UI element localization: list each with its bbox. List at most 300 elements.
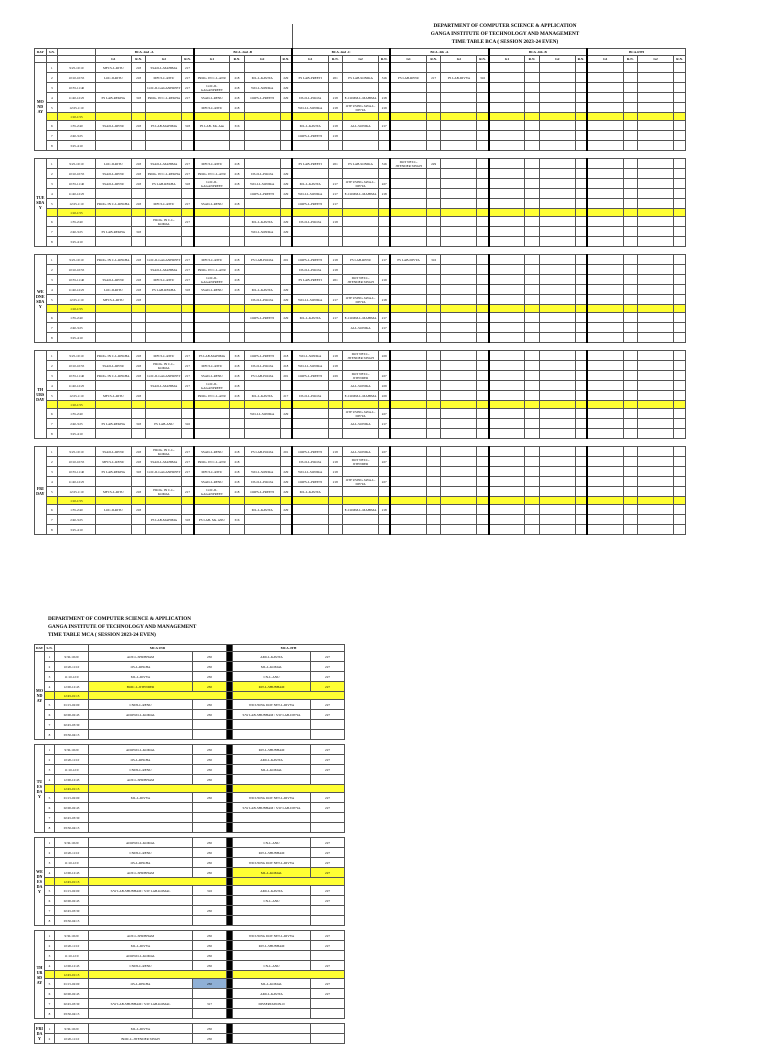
class-cell — [426, 305, 440, 313]
class-cell: 229 — [280, 227, 292, 237]
slot-number: 8 — [46, 525, 58, 535]
class-cell — [638, 391, 674, 401]
class-cell: 218 — [230, 265, 244, 275]
class-cell — [194, 429, 230, 439]
day-spacer — [35, 439, 686, 447]
table-row — [35, 793, 345, 803]
class-cell — [95, 313, 131, 323]
slot-number — [46, 113, 58, 121]
class-cell — [244, 121, 280, 131]
class-cell — [539, 131, 575, 141]
mca2-subject: S/W LAB-SHUBHAM / S/W LAB-KOMAL — [89, 999, 193, 1009]
mca4-room: 227 — [311, 710, 345, 720]
class-cell — [539, 189, 575, 199]
mca4-room: 227 — [311, 803, 345, 813]
slot-number: 3 — [45, 858, 55, 868]
class-cell: LOC-II-GAGANPREET — [194, 83, 230, 93]
class-cell: WD-LL-SONIKA — [244, 179, 280, 189]
slot-time: 10:20-11:10 — [55, 755, 89, 765]
class-cell: PS LAB-ANU — [146, 419, 182, 429]
col-day-header: DAY — [35, 49, 47, 56]
class-cell — [146, 401, 182, 409]
class-cell — [441, 333, 477, 343]
class-cell — [426, 237, 440, 247]
day-spacer — [35, 343, 686, 351]
class-cell — [587, 63, 623, 73]
class-cell — [426, 497, 440, 505]
class-cell — [623, 409, 637, 419]
class-cell: 218 — [379, 295, 391, 305]
mca2-subject: ML-L-DIVYA — [89, 1024, 193, 1034]
class-cell: 218 — [230, 487, 244, 497]
class-cell: 218 — [230, 457, 244, 467]
mca4-subject — [233, 1034, 311, 1044]
class-cell: 229 — [280, 505, 292, 515]
class-cell — [575, 93, 587, 103]
class-cell — [328, 497, 342, 505]
class-cell — [638, 295, 674, 305]
class-cell: 229 — [280, 295, 292, 305]
mca4-subject — [233, 1024, 311, 1034]
slot-time: 10:20-11:10 — [55, 848, 89, 858]
class-cell — [280, 113, 292, 121]
class-cell — [477, 333, 489, 343]
class-cell: 218 — [230, 361, 244, 371]
mca4-room — [311, 1009, 345, 1019]
class-cell — [638, 73, 674, 83]
mca2-subject: ML-L-DIVYA — [89, 793, 193, 803]
class-cell — [587, 73, 623, 83]
class-cell — [244, 265, 280, 275]
slot-time: 10:10-10:55 — [58, 73, 96, 83]
class-cell — [131, 381, 145, 391]
class-cell — [280, 381, 292, 391]
class-cell — [379, 525, 391, 535]
mca2-room: 230 — [193, 961, 227, 971]
class-cell — [539, 295, 575, 305]
mca2-subject: CNDS-L-RENU — [89, 700, 193, 710]
table-row — [35, 652, 345, 662]
class-cell — [441, 409, 477, 419]
class-cell — [489, 131, 525, 141]
class-cell — [441, 515, 477, 525]
sub-header: R.N. — [575, 56, 587, 63]
slot-time: 3:25-4:10 — [58, 237, 96, 247]
class-cell — [587, 295, 623, 305]
slot-number: 6 — [46, 121, 58, 131]
class-cell: 218 — [230, 159, 244, 169]
class-cell — [489, 237, 525, 247]
slot-time: 02:00-02:45 — [55, 896, 89, 906]
slot-number: 1 — [46, 351, 58, 361]
class-cell — [477, 63, 489, 73]
class-cell — [587, 141, 623, 151]
class-cell: 217 — [182, 381, 194, 391]
class-cell — [539, 237, 575, 247]
slot-time: 02:45-03:30 — [55, 720, 89, 730]
class-cell — [477, 237, 489, 247]
mca2-subject: CNDS-L-RENU — [89, 765, 193, 775]
day-spacer — [35, 247, 686, 255]
class-cell — [328, 209, 342, 217]
class-cell — [575, 447, 587, 457]
class-cell: OOPS-L-PREETI — [244, 189, 280, 199]
mca4-room — [311, 916, 345, 926]
class-cell — [194, 131, 230, 141]
class-cell — [638, 285, 674, 295]
class-cell — [587, 83, 623, 93]
class-cell — [244, 419, 280, 429]
slot-time: 10:10-10:55 — [58, 169, 96, 179]
class-cell — [343, 227, 379, 237]
class-cell — [379, 305, 391, 313]
class-cell — [390, 515, 426, 525]
class-cell — [146, 323, 182, 333]
class-cell: SSAD-L-RENU — [95, 275, 131, 285]
mca2-room: 230 — [193, 941, 227, 951]
class-cell — [539, 179, 575, 189]
class-cell: 218 — [328, 447, 342, 457]
class-cell — [146, 113, 182, 121]
class-cell — [390, 265, 426, 275]
mca2-room: 230 — [193, 906, 227, 916]
class-cell — [292, 141, 328, 151]
class-cell — [441, 505, 477, 515]
slot-time: 9:30-10:20 — [55, 838, 89, 848]
class-cell — [623, 371, 637, 381]
class-cell — [525, 477, 539, 487]
mca2-room: 230 — [193, 793, 227, 803]
class-cell — [638, 63, 674, 73]
mca4-room: 227 — [311, 745, 345, 755]
class-cell — [575, 265, 587, 275]
day-label: WEDNESDAY — [35, 838, 45, 926]
class-cell — [539, 361, 575, 371]
class-cell: MFCS-L-RITU — [194, 103, 230, 113]
class-cell: 218 — [230, 275, 244, 285]
bca-left-divider — [292, 24, 293, 50]
class-cell — [623, 265, 637, 275]
class-cell — [390, 467, 426, 477]
class-cell — [328, 323, 342, 333]
class-cell — [477, 209, 489, 217]
class-cell — [426, 83, 440, 93]
slot-number — [45, 692, 55, 700]
class-cell: 318 — [131, 93, 145, 103]
class-cell: PS LAB-MAHIMA — [146, 515, 182, 525]
class-cell — [587, 189, 623, 199]
class-cell: 217 — [328, 313, 342, 323]
class-cell — [390, 141, 426, 151]
class-cell — [477, 515, 489, 525]
class-cell — [489, 525, 525, 535]
class-cell: 218 — [131, 391, 145, 401]
class-cell — [489, 305, 525, 313]
mca4-subject: DISSERTATION-II — [233, 999, 311, 1009]
class-cell — [489, 227, 525, 237]
class-cell — [638, 505, 674, 515]
class-cell: AI-L-SONIKA — [343, 381, 379, 391]
class-cell: 218 — [230, 371, 244, 381]
class-cell — [292, 505, 328, 515]
class-cell — [587, 323, 623, 333]
class-cell — [441, 305, 477, 313]
class-cell — [343, 467, 379, 477]
class-cell — [244, 333, 280, 343]
class-cell: MFCS-L-RITU — [194, 467, 230, 477]
class-cell — [426, 179, 440, 189]
mca2-room — [193, 803, 227, 813]
class-cell — [638, 189, 674, 199]
class-cell — [489, 121, 525, 131]
class-cell: 318 — [131, 227, 145, 237]
class-cell — [489, 333, 525, 343]
class-cell — [343, 361, 379, 371]
class-cell — [638, 419, 674, 429]
class-cell: 217 — [182, 371, 194, 381]
class-cell: OOPS-L-PREETI — [292, 477, 328, 487]
class-cell — [390, 209, 426, 217]
table-row — [35, 275, 686, 285]
class-cell — [441, 83, 477, 93]
class-cell — [587, 457, 623, 467]
sub-header: G2 — [146, 56, 182, 63]
class-cell: DOT NET-L-JITENDER SINGH — [343, 275, 379, 285]
class-cell — [131, 429, 145, 439]
class-cell — [638, 237, 674, 247]
table-row — [35, 710, 345, 720]
class-cell — [390, 121, 426, 131]
class-cell — [587, 497, 623, 505]
class-cell: PS LAB-DIVYA — [441, 73, 477, 83]
class-cell — [638, 429, 674, 439]
mca4-subject: ML-L-KOMAL — [233, 979, 311, 989]
table-row — [35, 63, 686, 73]
class-cell — [477, 457, 489, 467]
class-cell: 218 — [379, 93, 391, 103]
class-cell — [182, 429, 194, 439]
mca2-room: 230 — [193, 1024, 227, 1034]
slot-time: 3:25-4:10 — [58, 525, 96, 535]
class-cell: 218 — [328, 103, 342, 113]
mca2-room: 230 — [193, 652, 227, 662]
class-cell — [95, 401, 131, 409]
bca-header-line-2: GANGA INSTITUTE OF TECHNOLOGY AND MANAGEMENT — [430, 31, 580, 37]
class-cell — [230, 313, 244, 323]
class-cell: 218 — [230, 391, 244, 401]
class-cell: 217 — [182, 63, 194, 73]
mca2-room — [193, 916, 227, 926]
class-cell — [441, 255, 477, 265]
class-cell — [638, 255, 674, 265]
class-cell — [230, 141, 244, 151]
class-cell — [230, 497, 244, 505]
class-cell: 201 — [280, 447, 292, 457]
class-cell — [194, 141, 230, 151]
class-cell: 218 — [131, 121, 145, 131]
slot-time: 1:55-2:40 — [58, 505, 96, 515]
mca4-subject: S/W LAB-SHUBHAM / S/W LAB-DIVYA — [233, 710, 311, 720]
class-cell: 217 — [379, 313, 391, 323]
class-cell — [525, 73, 539, 83]
mca4-room — [311, 999, 345, 1009]
class-cell — [575, 83, 587, 93]
class-cell — [525, 381, 539, 391]
class-cell — [623, 361, 637, 371]
table-row — [35, 838, 345, 848]
class-cell: 218 — [379, 189, 391, 199]
class-cell — [525, 265, 539, 275]
class-cell: 318 — [131, 467, 145, 477]
class-cell: MFCS-L-RITU — [194, 255, 230, 265]
class-cell — [390, 447, 426, 457]
class-cell: MFCS-L-RITU — [146, 275, 182, 285]
slot-number: 6 — [46, 409, 58, 419]
table-row — [35, 803, 345, 813]
class-cell — [539, 113, 575, 121]
class-cell: PROG. IN C-L-ANU — [194, 265, 230, 275]
class-cell — [292, 381, 328, 391]
class-cell: MFCS-L-RITU — [146, 199, 182, 209]
class-cell — [489, 401, 525, 409]
class-cell — [525, 285, 539, 295]
class-cell — [477, 121, 489, 131]
class-cell — [674, 189, 686, 199]
class-cell — [539, 103, 575, 113]
table-row — [35, 361, 686, 371]
class-cell: LOC-II-RITU — [95, 73, 131, 83]
class-cell — [489, 457, 525, 467]
class-cell — [674, 141, 686, 151]
class-cell: 218 — [131, 447, 145, 457]
table-row — [35, 237, 686, 247]
slot-time: 9:30-10:20 — [55, 745, 89, 755]
class-cell — [477, 159, 489, 169]
class-cell — [623, 63, 637, 73]
class-cell — [575, 525, 587, 535]
slot-number: 8 — [45, 730, 55, 740]
class-cell — [489, 429, 525, 439]
class-cell — [95, 333, 131, 343]
class-cell — [674, 275, 686, 285]
class-cell — [587, 227, 623, 237]
class-cell — [131, 103, 145, 113]
class-cell — [674, 103, 686, 113]
class-cell — [292, 169, 328, 179]
mca4-room: 227 — [311, 848, 345, 858]
class-cell — [623, 285, 637, 295]
class-cell — [194, 227, 230, 237]
class-cell — [638, 93, 674, 103]
class-cell: DS-II-L-POOJA — [292, 391, 328, 401]
class-cell — [292, 401, 328, 409]
class-cell: 218 — [230, 73, 244, 83]
class-cell — [146, 333, 182, 343]
class-cell: 217 — [182, 361, 194, 371]
class-cell — [525, 237, 539, 247]
class-cell — [674, 487, 686, 497]
class-cell: 218 — [328, 361, 342, 371]
mca2-subject — [89, 1009, 193, 1019]
class-cell: 218 — [131, 199, 145, 209]
class-cell — [587, 487, 623, 497]
class-cell — [441, 525, 477, 535]
class-cell: 227 — [379, 179, 391, 189]
class-cell — [131, 525, 145, 535]
class-cell — [638, 305, 674, 313]
class-cell — [638, 361, 674, 371]
class-cell: SSAD-L-MAHIMA — [146, 159, 182, 169]
class-cell — [328, 113, 342, 121]
bca-header-line-1: DEPARTMENT OF COMPUTER SCIENCE & APPLICATION — [433, 23, 577, 29]
class-cell — [343, 113, 379, 121]
class-cell — [525, 83, 539, 93]
mca2-subject — [89, 989, 193, 999]
table-row — [35, 227, 686, 237]
table-row — [35, 209, 686, 217]
bca-table — [34, 48, 686, 535]
class-cell — [131, 409, 145, 419]
class-cell — [638, 467, 674, 477]
class-cell: 201 — [328, 275, 342, 285]
class-cell — [390, 217, 426, 227]
class-cell — [95, 323, 131, 333]
class-cell — [674, 217, 686, 227]
class-cell — [623, 73, 637, 83]
class-cell: SSAD-L-RENU — [95, 169, 131, 179]
class-cell — [674, 169, 686, 179]
slot-number: 3 — [45, 951, 55, 961]
class-cell: 218 — [131, 295, 145, 305]
class-cell — [230, 333, 244, 343]
class-cell — [95, 83, 131, 93]
sub-header: G2 — [539, 56, 575, 63]
class-cell — [441, 497, 477, 505]
class-cell — [477, 477, 489, 487]
col-time-header — [55, 645, 89, 652]
class-cell: PS LAB-REKHA — [95, 467, 131, 477]
class-cell — [146, 409, 182, 419]
class-cell — [575, 429, 587, 439]
mca2-subject: AOT-L-SHUBHAM — [89, 868, 193, 878]
class-cell — [477, 429, 489, 439]
class-cell — [328, 487, 342, 497]
table-row — [35, 730, 345, 740]
class-cell: 316 — [182, 419, 194, 429]
class-cell: 229 — [328, 371, 342, 381]
slot-time: 1:55-2:40 — [58, 121, 96, 131]
class-cell — [182, 333, 194, 343]
mca4-room: 227 — [311, 700, 345, 710]
class-cell — [390, 409, 426, 419]
class-cell: 217 — [182, 159, 194, 169]
break-cell — [89, 878, 227, 886]
mca4-subject — [233, 916, 311, 926]
class-cell: DOT NET-L-JITENDER — [343, 457, 379, 467]
class-cell — [477, 275, 489, 285]
class-cell — [194, 401, 230, 409]
class-cell — [379, 83, 391, 93]
class-cell — [390, 305, 426, 313]
mca2-room: 230 — [193, 1034, 227, 1044]
class-cell — [182, 113, 194, 121]
class-cell — [280, 429, 292, 439]
class-cell — [343, 429, 379, 439]
mca4-subject: CN-L-ANU — [233, 896, 311, 906]
class-cell — [623, 209, 637, 217]
class-cell — [674, 525, 686, 535]
class-cell — [575, 189, 587, 199]
